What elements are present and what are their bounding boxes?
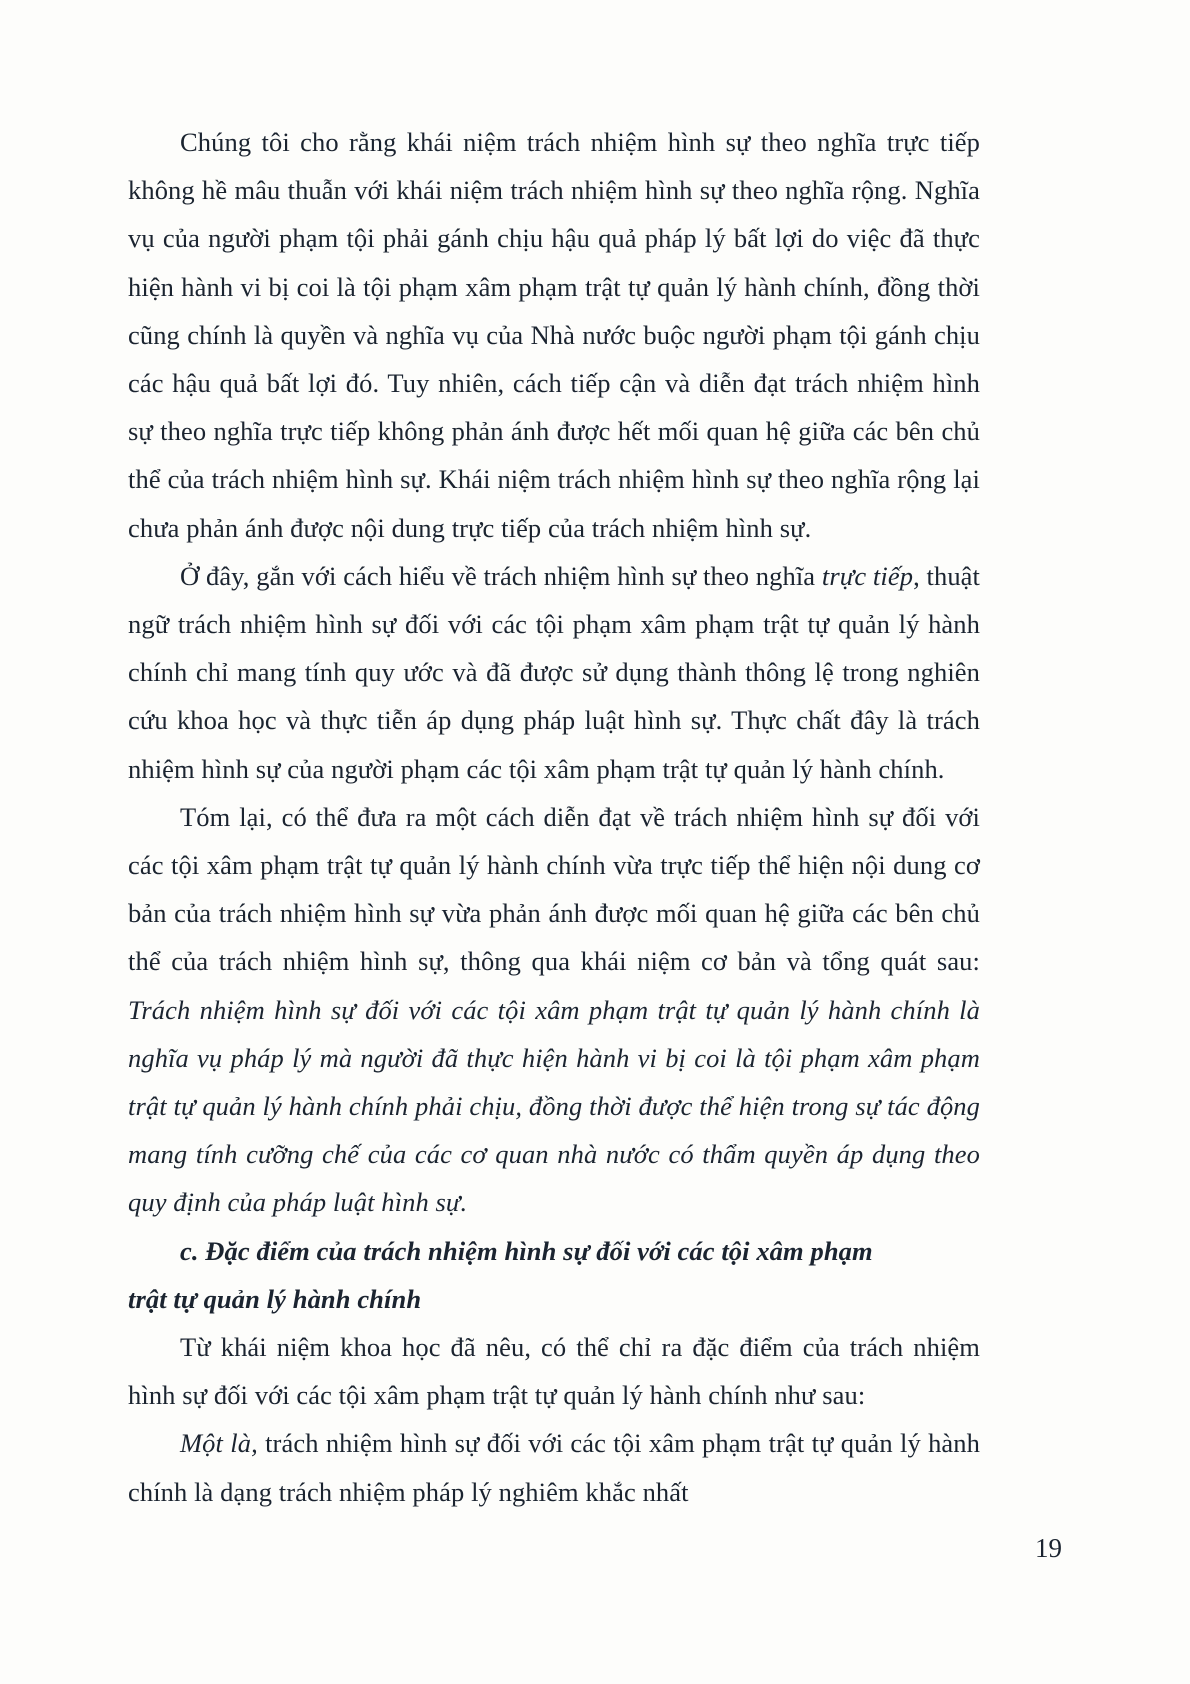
page-body-text xyxy=(128,118,980,1516)
text-segment: Ở đây, gắn với cách hiểu về trách nhiệm hình sự theo nghĩa xyxy=(180,560,822,591)
section-heading-c-continued: trật tự quản lý hành chính xyxy=(128,1283,422,1314)
paragraph-3 xyxy=(128,793,980,1227)
section-heading-c: c. Đặc điểm của trách nhiệm hình sự đối với các tội xâm phạm xyxy=(180,1235,873,1266)
text-segment: trách nhiệm hình sự đối với các tội xâm phạm trật tự quản lý hành chính là dạng trách nhiệm pháp lý nghiêm khắc nhất xyxy=(128,1428,980,1507)
paragraph-2 xyxy=(128,552,980,793)
text-segment-italic: trực tiếp xyxy=(821,560,914,591)
paragraph-5 xyxy=(128,1419,980,1515)
text-segment: , thuật ngữ trách nhiệm hình sự đối với các tội phạm xâm phạm trật tự quản lý hành chính chỉ mang tính quy ước và đã được sử dụng thành thông lệ trong nghiên cứu khoa học và thực tiễn áp dụng pháp luật hình sự. Thực chất đây là trách nhiệm hình sự của người phạm các tội xâm phạm trật tự quản lý hành chính. xyxy=(128,560,981,784)
text-segment: Tóm lại, có thể đưa ra một cách diễn đạt về trách nhiệm hình sự đối với các tội xâm phạm trật tự quản lý hành chính vừa trực tiếp thể hiện nội dung cơ bản của trách nhiệm hình sự vừa phản ánh được mối quan hệ giữa các bên chủ thể của trách nhiệm hình sự, thông qua khái niệm cơ bản và tổng quát sau: xyxy=(128,801,980,977)
paragraph-1: Chúng tôi cho rằng khái niệm trách nhiệm hình sự theo nghĩa trực tiếp không hề mâu thuẫn với khái niệm trách nhiệm hình sự theo nghĩa rộng. Nghĩa vụ của người phạm tội phải gánh chịu hậu quả pháp lý bất lợi do việc đã thực hiện hành vi bị coi là tội phạm xâm phạm trật tự quản lý hành chính, đồng thời cũng chính là quyền và nghĩa vụ của Nhà nước buộc người phạm tội gánh chịu các hậu quả bất lợi đó. Tuy nhiên, cách tiếp cận và diễn đạt trách nhiệm hình sự theo nghĩa trực tiếp không phản ánh được hết mối quan hệ giữa các bên chủ thể của trách nhiệm hình sự. Khái niệm trách nhiệm hình sự theo nghĩa rộng lại chưa phản ánh được nội dung trực tiếp của trách nhiệm hình sự. xyxy=(128,127,980,543)
paragraph-4: Từ khái niệm khoa học đã nêu, có thể chỉ ra đặc điểm của trách nhiệm hình sự đối với các tội xâm phạm trật tự quản lý hành chính như sau: xyxy=(128,1332,980,1411)
text-segment-italic: Một là, xyxy=(180,1428,266,1459)
text-segment-italic: Trách nhiệm hình sự đối với các tội xâm phạm trật tự quản lý hành chính là nghĩa vụ pháp lý mà người đã thực hiện hành vi bị coi là tội phạm xâm phạm trật tự quản lý hành chính phải chịu, đồng thời được thể hiện trong sự tác động mang tính cưỡng chế của các cơ quan nhà nước có thẩm quyền áp dụng theo quy định của pháp luật hình sự. xyxy=(128,994,980,1218)
page-number: 19 xyxy=(1035,1533,1062,1563)
